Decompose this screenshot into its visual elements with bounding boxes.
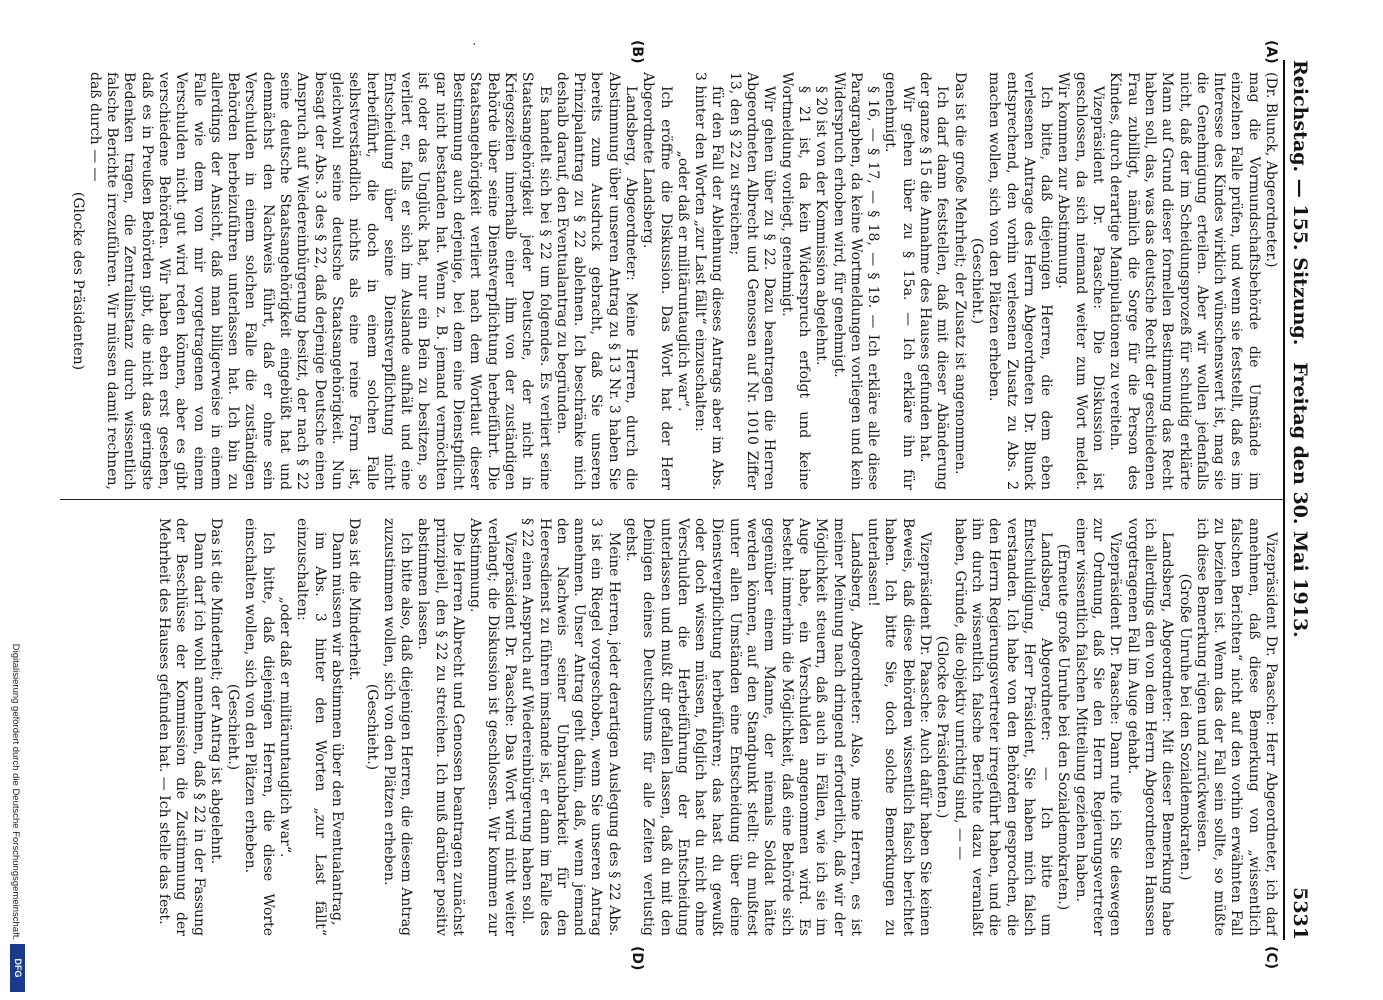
paragraph: mag die Vormundschaftsbehörde die Umstände im einzelnen Falle prüfen, und wenn sie feststellt, daß es im Interesse des Kindes wirklich wünschenswert ist, mag sie die Genehmigung erteilen. Aber wir wollen jedenfalls nicht, daß der im Scheidungsprozeß für schuldig erklärte Mann auf Grund dieser formellen Bestimmung das Recht haben soll, das, was das deutsche Recht der geschiedenen Frau zubilligt, nämlich die Sorge für die Person des Kindes, durch derartige Manipulationen zu vereiteln. <box>1107 72 1262 490</box>
paragraph: Es handelt sich bei § 22 um folgendes. Es verliert seine Staatsangehörigkeit jeder Deutsche, der nicht in Kriegszeiten innerhalb einer ihm von der zuständigen Behörde über seine Dienstverpflichtung herbeiführt. Die Staatsangehörigkeit verliert nach dem Wortlaut dieser Bestimmung auch derjenige, bei dem eine Dienstpflicht gar nicht bestanden hat. Wenn z. B. jemand vermöchten ist oder das Unglück hat, nur ein Bein zu besitzen, so verliert er, falls er sich im Auslande aufhält und eine Entscheidung über seine Dienstverpflichtung nicht herbeiführt, die doch in einem solchen Falle selbstverständlich nichts als eine reine Form ist, gleichwohl seine deutsche Staatsangehörigkeit. Nun besagt der Abs. 3 des § 22, daß derjenige Deutsche einen Anspruch auf Wiedereinbürgerung besitzt, der nach § 22 seine deutsche Staatsangehörigkeit eingebüßt hat und demnächst den Nachweis führt, daß er ohne sein Verschulden in einem solchen Falle die zuständigen Behörden herbeizuführen unterlassen hat. Ich bin zu allerdings der Ansicht, daß man billigerweise in einem Falle wie dem von mir vorgetragenen von einem Verschulden nicht gut wird reden können, aber es gibt verschiedene Behörden. Wir haben eben erst gesehen, daß es in Preußen Behörden gibt, die nicht das geringste Bedenken tragen, die Zentralinstanz durch wissentlich falsche Berichte irrezuführen. Wir müssen damit rechnen, daß durch — — <box>86 72 553 490</box>
margin-mark-b: (B) <box>629 40 645 64</box>
speaker-continuation: (Dr. Blunck, Abgeordneter.) <box>1263 72 1279 268</box>
paragraph: Landsberg, Abgeordneter: — Ich bitte um Entschuldigung, Herr Präsident, Sie haben mich falsch verstanden. Ich habe von den Behörden gesprochen, die den Herrn Regierungsvertreter irregeführt haben, und die ihn durch wissentlich falsche Berichte dazu veranlaßt haben, Gründe, die objektiv unrichtig sind, — — <box>951 518 1055 936</box>
paragraph: Meine Herren, jeder derartigen Auslegung des § 22 Abs. 3 ist ein Riegel vorgeschoben, wenn Sie unseren Antrag annehmen. Unser Antrag geht dahin, daß, wenn jemand den Nachweis seiner Unbrauchbarkeit für den Heeresdienst zu führen imstande ist, er dann im Falle des § 22 einen Anspruch auf Wiedereinbürgerung haben soll. <box>519 518 622 936</box>
stage-direction: (Große Unruhe bei den Sozialdemokraten.) <box>1176 573 1193 881</box>
stage-direction: (Erneute große Unruhe bei den Sozialdemokraten.) <box>1055 543 1072 911</box>
stage-direction: (Glocke des Präsidenten) <box>69 191 86 371</box>
stage-direction: (Geschieht.) <box>225 683 242 771</box>
paragraph: Das ist die Minderheit. <box>346 518 363 681</box>
paragraph: Landsberg, Abgeordneter: Meine Herren, durch die Abstimmung über unseren Antrag zu § 13 Nr. 3 haben Sie bereits zum Ausdruck gebracht, daß Sie unseren Prinzipalantrag zu § 22 ablehnen. Ich beschränke mich deshalb darauf, den Eventualantrag zu begründen. <box>553 72 640 490</box>
paragraph: Vizepräsident Dr. Paasche: Auch dafür haben Sie keinen Beweis, daß diese Behörden wissentlich falsch berichtet haben. Ich bitte Sie, doch solche Bemerkungen zu unterlassen! <box>865 518 934 936</box>
paragraph: Vizepräsident Dr. Paasche: Die Diskussion ist geschlossen, da sich niemand weiter zum Wort meldet. Wir kommen zur Abstimmung. <box>1055 72 1107 490</box>
paragraph: Landsberg, Abgeordneter: Also, meine Herren, es ist meiner Meinung nach dringend erforderlich, daß wir der Möglichkeit steuern, daß auch in Fällen, wie ich sie im Auge habe, ein Verschulden angenommen wird. Es besteht immerhin die Möglichkeit, daß eine Behörde sich gegenüber einem Manne, der niemals Soldat hätte werden können, auf den Standpunkt stellt: du mußtest unter allen Umständen eine Entscheidung über deine Dienstverpflichtung herbeiführen; das hast du gewußt oder doch wissen müssen, folglich hast du nicht ohne Verschulden die Herbeiführung der Entscheidung unterlassen und mußt dir gefallen lassen, daß du mit den Deinigen deines Deutschtums für alle Zeiten verlustig gehst. <box>623 518 864 936</box>
paragraph: § 20 ist von der Kommission abgelehnt. <box>813 86 830 366</box>
margin-mark-c: (C) <box>1263 946 1279 970</box>
header-date: Freitag den 30. Mai 1913. <box>1289 362 1311 638</box>
stage-direction: (Geschieht.) <box>968 237 985 325</box>
paragraph: Vizepräsident Dr. Paasche: Dann rufe ich Sie deswegen zur Ordnung, daß Sie den Herrn Regierungsvertreter einer wissentlich falschen Mitteilung geziehen haben. <box>1072 518 1124 936</box>
quoted-amendment: „oder daß er militäruntauglich war“. <box>674 150 691 412</box>
paragraph: Das ist die große Mehrheit; der Zusatz ist angenommen. <box>951 72 968 475</box>
margin-mark-a: (A) <box>1263 40 1279 64</box>
paragraph: Ich bitte also, daß diejenigen Herren, die diesem Antrag zuzustimmen wollen, sich von den Plätzen erheben. <box>380 518 415 936</box>
quoted-amendment: „oder daß er militäruntauglich war“. <box>277 596 294 858</box>
stray-mark: · <box>467 42 481 46</box>
header-session: Reichstag. — 155. Sitzung. <box>1289 60 1311 346</box>
stage-direction: (Geschieht.) <box>363 683 380 771</box>
paragraph: Ich eröffne die Diskussion. Das Wort hat der Herr Abgeordnete Landsberg. <box>640 72 674 490</box>
margin-mark-d: (D) <box>629 946 645 971</box>
right-column <box>69 518 1279 936</box>
stage-direction: (Glocke des Präsidenten.) <box>934 635 951 819</box>
paragraph: Vizepräsident Dr. Paasche: Herr Abgeordneter, ich darf annehmen, daß diese Bemerkung von „wissentlich falschen Berichten“ nicht auf den vorhin erwähnten Fall zu beziehen ist. Wenn das der Fall sein sollte, so müßte ich diese Bemerkung rügen und zurückweisen. <box>1193 518 1279 936</box>
digitization-credit: Digitalisierung gefördert durch die Deutsche Forschungsgemeinschaft. <box>10 643 21 940</box>
paragraph: Dann darf ich wohl annehmen, daß § 22 in der Fassung der Beschlüsse der Kommission die Zustimmung der Mehrheit des Hauses gefunden hat. — Ich stelle das fest. <box>156 518 207 936</box>
paragraph: im Abs. 3 hinter den Worten „zur Last fällt“ einzuschalten: <box>294 518 328 936</box>
paragraph: Landsberg, Abgeordneter: Mit dieser Bemerkung habe ich allerdings den von dem Herrn Abgeordneten Hanssen vorgetragenen Fall im Auge gehabt. <box>1124 518 1176 936</box>
paragraph: § 16, — § 17, — § 18, — § 19. — Ich erkläre alle diese Paragraphen, da keine Wortmeldungen vorliegen und kein Widerspruch erhoben wird, für genehmigt. <box>830 72 882 490</box>
paragraph: Das ist die Minderheit; der Antrag ist abgelehnt. <box>207 518 224 865</box>
dfg-logo: DFG <box>10 944 25 992</box>
left-column <box>69 72 1279 490</box>
paragraph: Ich bitte, daß diejenigen Herren, die dem eben verlesenen Antrage des Herrn Abgeordneten Dr. Blunck entsprechend, den vorhin verlesenen Zusatz zu Abs. 2 machen wollen, sich von den Plätzen erheben. <box>986 72 1055 490</box>
paragraph: Ich darf dann feststellen, daß mit dieser Abänderung der ganze § 15 die Annahme des Hauses gefunden hat. <box>917 72 951 490</box>
page-header <box>1283 60 1325 940</box>
paragraph: Vizepräsident Dr. Paasche: Das Wort wird nicht weiter verlangt; die Diskussion ist geschlossen. Wir kommen zur Abstimmung. <box>467 518 518 936</box>
paragraph: § 21 ist, da kein Widerspruch erfolgt und keine Wortmeldung vorliegt, genehmigt. <box>778 72 812 490</box>
paragraph: Wir gehen über zu § 22. Dazu beantragen die Herren Abgeordneten Albrecht und Genossen auf Nr. 1010 Ziffer 13, den § 22 zu streichen; <box>726 72 778 490</box>
paragraph: Die Herren Albrecht und Genossen beantragen zunächst prinzipiell, den § 22 zu streichen. Ich muß darüber positiv abstimmen lassen. <box>415 518 467 936</box>
paragraph: Wir gehen über zu § 15a. — Ich erkläre ihn für genehmigt. <box>882 72 916 490</box>
paragraph: Dann müssen wir abstimmen über den Eventualantrag, <box>328 532 345 926</box>
column-divider <box>60 499 1285 500</box>
header-page-number: 5331 <box>1289 887 1311 940</box>
paragraph: Ich bitte, daß diejenigen Herren, die diese Worte einschalten wollen, sich von den Plätzen erheben. <box>242 518 276 936</box>
paragraph: für den Fall der Ablehnung dieses Antrags aber im Abs. 3 hinter den Worten „zur Last fällt“ einzuschalten: <box>692 72 726 490</box>
